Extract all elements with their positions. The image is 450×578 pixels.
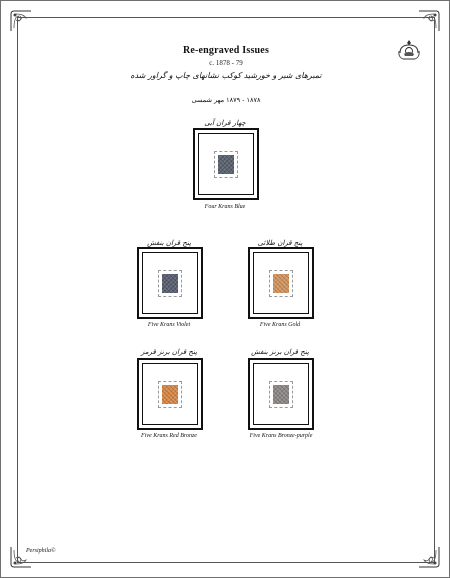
stamp-image	[273, 274, 289, 293]
stamp-mount	[193, 128, 259, 200]
stamp-caption-english: Five Krans Gold	[259, 322, 301, 328]
stamp-five-krans-gold	[269, 270, 293, 297]
ornamental-corner-icon	[418, 10, 440, 32]
stamp-caption-persian: پنج قران برنز قرمز	[141, 348, 197, 356]
stamp-mount	[137, 247, 203, 319]
ornamental-corner-icon	[10, 10, 32, 32]
stamp-five-krans-violet	[158, 270, 182, 297]
stamp-five-krans-red-bronze	[158, 381, 182, 408]
stamp-image	[162, 274, 178, 293]
stamp-mount	[137, 358, 203, 430]
stamp-image	[273, 385, 289, 404]
stamp-caption-persian: پنج قران بنفش	[147, 239, 191, 247]
page-title: Re-engraved Issues	[182, 45, 270, 56]
stamp-caption-english: Five Krans Violet	[147, 322, 191, 328]
footer-credit: Persiphila©	[26, 548, 56, 554]
stamp-caption-english: Four Krans Blue	[204, 204, 246, 210]
stamp-caption-english: Five Krans Red Bronze	[141, 433, 197, 439]
issue-dates: c. 1878 - 79	[209, 59, 243, 67]
stamp-five-krans-bronze-purple	[269, 381, 293, 408]
persian-date-line: ۱۸۷۸ - ۱۸۷۹ مهر شمسی	[191, 96, 261, 104]
stamp-image	[162, 385, 178, 404]
stamp-caption-persian: پنج قران برنز بنفش	[251, 348, 309, 356]
persian-subtitle: تمبرهای شیر و خورشید کوکب نشانهای چاپ و گراور شده	[130, 71, 322, 80]
stamp-image	[218, 155, 234, 174]
ornamental-corner-icon	[418, 546, 440, 568]
stamp-caption-persian: پنج قران طلائی	[257, 239, 303, 247]
stamp-caption-english: Five Krans Bronze-purple	[249, 433, 313, 439]
stamp-four-krans-blue	[214, 151, 238, 178]
stamp-mount	[248, 358, 314, 430]
stamp-mount	[248, 247, 314, 319]
stamp-caption-persian: چهار قران آبی	[204, 119, 246, 127]
